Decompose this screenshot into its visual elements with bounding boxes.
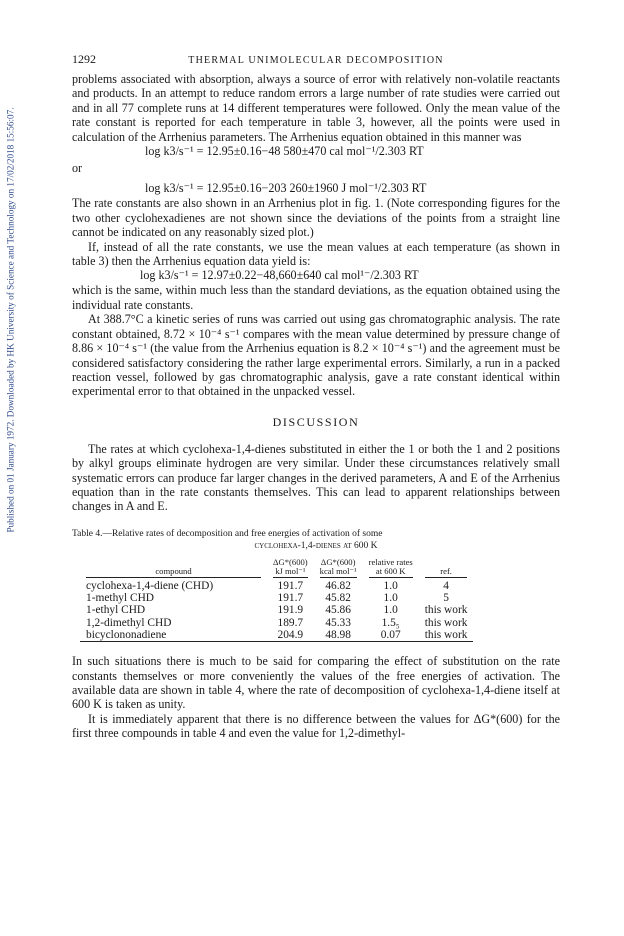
- paragraph: The rate constants are also shown in an Arrhenius plot in fig. 1. (Note corresponding figures for the two other cyclohexadienes are not shown since the deviations of the points from a straight line cannot be indicated on any reasonably sized plot.): [72, 196, 560, 240]
- table-row: [80, 629, 473, 642]
- cell-compound: 1-ethyl CHD: [86, 604, 146, 617]
- paragraph: problems associated with absorption, always a source of error with relatively non-volatile reactants and products. In an attempt to reduce random errors a large number of rate studies were carried out and in all 77 complete runs at 14 different temperatures were followed. Only the mean value of the rate constant is reported for each temperature in table 3, however, all the points were used in calculation of the Arrhenius parameters. The Arrhenius equation obtained in this manner was: [72, 72, 560, 144]
- paragraph: The rates at which cyclohexa-1,4-dienes substituted in either the 1 or both the 1 and 2 positions by alkyl groups eliminate hydrogen are very similar. Under these circumstances relatively small systematic errors can produce far larger changes in the derived parameters, A and E of the Arrhenius equation than in the rate constants themselves. This can lead to apparent relationships between changes in A and E.: [72, 441, 560, 514]
- cell-dg-kj: 191.9: [277, 604, 304, 617]
- cell-relative-rate: 1.0: [383, 579, 398, 592]
- cell-compound: 1,2-dimethyl CHD: [86, 616, 172, 629]
- cell-relative-rate: 1.5₅: [381, 616, 400, 629]
- paragraph: which is the same, within much less than the standard deviations, as the equation obtained using the individual rate constants.: [72, 283, 560, 312]
- running-head: [72, 52, 560, 66]
- paragraph: At 388.7°C a kinetic series of runs was carried out using gas chromatographic analysis. The rate constant obtained, 8.72 × 10⁻⁴ s⁻¹ compares with the mean value determined by pressure change of 8.86 × 10⁻⁴ s⁻¹ (the value from the Arrhenius equation is 8.2 × 10⁻⁴ s⁻¹) and the agreement must be considered satisfactory considering the rather large experimental errors. Similarly, a run in a packed reaction vessel, followed by gas chromatographic analysis, gave a rate constant identical within experimental error to that obtained in the unpacked vessel.: [72, 312, 560, 399]
- download-watermark-text: Published on 01 January 1972. Downloaded by HK University of Science and Technology on 17/02/2018 15:56:07.: [6, 107, 17, 533]
- cell-compound: cyclohexa-1,4-diene (CHD): [86, 579, 214, 592]
- table-rule: [80, 642, 473, 643]
- paragraph: In such situations there is much to be said for comparing the effect of substitution on the rate constants themselves or more conveniently the values of the free energies of activation. The available data are shown in table 4, where the rate of decomposition of cyclohexa-1,4-diene itself at 600 K is taken as unity.: [72, 654, 560, 712]
- cell-dg-kcal: 46.82: [325, 579, 351, 592]
- cell-compound: bicyclononadiene: [86, 628, 167, 641]
- cell-dg-kcal: 45.82: [325, 592, 351, 605]
- column-header: relative rates at 600 K: [368, 556, 413, 576]
- column-header: ΔG*(600) kJ mol⁻¹: [273, 556, 308, 576]
- cell-dg-kj: 189.7: [277, 616, 304, 629]
- cell-dg-kcal: 45.86: [325, 604, 351, 617]
- paragraph: It is immediately apparent that there is no difference between the values for ΔG*(600) for the first three compounds in table 4 and even the value for 1,2-dimethyl-: [72, 711, 560, 741]
- table-caption: Table 4.—Relative rates of decomposition and free energies of activation of some: [72, 528, 383, 539]
- cell-compound: 1-methyl CHD: [86, 592, 155, 605]
- column-header: ref.: [419, 558, 474, 580]
- cell-dg-kj: 191.7: [277, 579, 304, 592]
- running-title: THERMAL UNIMOLECULAR DECOMPOSITION: [188, 55, 444, 66]
- cell-ref: 4: [443, 579, 449, 592]
- equation: log k3/s⁻¹ = 12.95±0.16−203 260±1960 J mol⁻¹/2.303 RT: [145, 181, 427, 196]
- equation: log k3/s⁻¹ = 12.97±0.22−48,660±640 cal mol¹⁻/2.303 RT: [140, 268, 419, 283]
- section-heading: DISCUSSION: [272, 414, 360, 429]
- cell-relative-rate: 1.0: [383, 604, 398, 617]
- cell-ref: this work: [424, 628, 468, 641]
- column-header: ΔG*(600) kcal mol⁻¹: [319, 556, 357, 576]
- cell-dg-kj: 191.7: [277, 592, 304, 605]
- cell-ref: this work: [424, 604, 468, 617]
- equation: log k3/s⁻¹ = 12.95±0.16−48 580±470 cal mol⁻¹/2.303 RT: [145, 144, 424, 159]
- table-row: [80, 580, 473, 592]
- table-row: [80, 592, 473, 604]
- cell-ref: 5: [443, 592, 449, 605]
- table-header-row: [80, 558, 473, 580]
- column-header: compound: [80, 558, 267, 580]
- cell-ref: this work: [424, 616, 468, 629]
- cell-relative-rate: 0.07: [380, 628, 401, 641]
- page-number: 1292: [72, 52, 96, 66]
- table-row: [80, 604, 473, 616]
- data-table: [80, 558, 473, 642]
- paragraph: If, instead of all the rate constants, we use the mean values at each temperature (as shown in table 3) then the Arrhenius equation data yield is:: [72, 239, 560, 269]
- cell-dg-kcal: 48.98: [325, 628, 351, 641]
- table-caption-line2: cyclohexa-1,4-dienes at 600 K: [254, 540, 378, 551]
- page-body: [72, 52, 560, 741]
- table-row: [80, 617, 473, 629]
- cell-dg-kj: 204.9: [277, 628, 304, 641]
- cell-dg-kcal: 45.33: [325, 616, 351, 629]
- cell-relative-rate: 1.0: [383, 592, 398, 605]
- connector-text: or: [72, 161, 83, 176]
- download-watermark: [2, 40, 20, 600]
